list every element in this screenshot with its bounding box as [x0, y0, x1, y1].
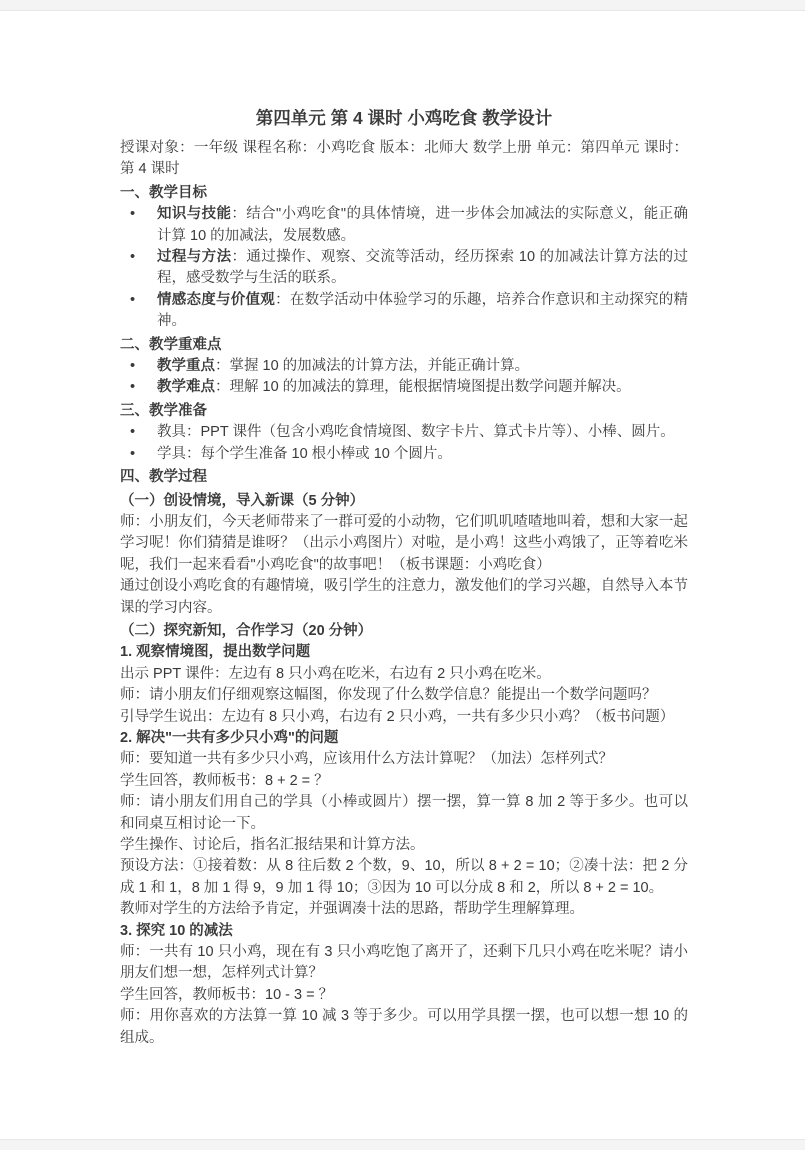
paragraph: 师：一共有 10 只小鸡，现在有 3 只小鸡吃饱了离开了，还剩下几只小鸡在吃米呢？请小朋友们想一想，怎样列式计算？ [120, 944, 688, 982]
paragraph: 教师对学生的方法给予肯定，并强调凑十法的思路，帮助学生理解算理。 [120, 901, 584, 918]
bullet-label: 知识与技能 [157, 206, 232, 223]
bullet-body: ：掌握 10 的加减法的计算方法，并能正确计算。 [215, 358, 530, 375]
paragraph: 通过创设小鸡吃食的有趣情境，吸引学生的注意力，激发他们的学习兴趣，自然导入本节课的学习内容。 [120, 578, 688, 616]
paragraph: 引导学生说出：左边有 8 只小鸡，右边有 2 只小鸡，一共有多少只小鸡？（板书问题） [120, 708, 675, 725]
bullet-text [157, 247, 688, 290]
paragraph: 师：用你喜欢的方法算一算 10 减 3 等于多少。可以用学具摆一摆，也可以想一想 10 的组成。 [120, 1008, 688, 1046]
bullet-list [120, 356, 688, 399]
bullet-text [157, 356, 688, 377]
bullet-marker-icon: • [130, 206, 136, 223]
bullet-text [157, 290, 688, 333]
bullet-text [157, 422, 688, 443]
bullet-text [157, 377, 688, 398]
paragraph: 师：小朋友们，今天老师带来了一群可爱的小动物，它们叽叽喳喳地叫着，想和大家一起学习呢！你们猜猜是谁呀？（出示小鸡图片）对啦，是小鸡！这些小鸡饿了，正等着吃米呢，我们一起来看看"小鸡吃食"的故事吧！（板书课题：小鸡吃食） [120, 513, 688, 573]
doc-blocks [120, 138, 688, 1049]
paragraph: 学生回答，教师板书：8 + 2 = ？ [120, 772, 329, 789]
paragraph: 师：请小朋友们仔细观察这幅图，你发现了什么数学信息？能提出一个数学问题吗？ [120, 687, 657, 704]
bullet-item [120, 377, 688, 398]
paragraph: 学生回答，教师板书：10 - 3 = ？ [120, 986, 334, 1003]
bullet-item [120, 422, 688, 443]
bullet-body: ：结合"小鸡吃食"的具体情境，进一步体会加减法的实际意义，能正确计算 10 的加减法，发展数感。 [157, 206, 689, 244]
paragraph: 出示 PPT 课件：左边有 8 只小鸡在吃米，右边有 2 只小鸡在吃米。 [120, 665, 551, 682]
bullet-marker-icon: • [130, 249, 136, 266]
numbered-heading: 2. 解决"一共有多少只小鸡"的问题 [120, 729, 339, 746]
bullet-body: 学具：每个学生准备 10 根小棒或 10 个圆片。 [157, 445, 452, 462]
subsection-heading: （一）创设情境，导入新课（5 分钟） [120, 492, 365, 509]
section-heading: 一、教学目标 [120, 184, 207, 201]
bullet-item [120, 247, 688, 290]
section-heading: 二、教学重难点 [120, 336, 222, 353]
bullet-text [157, 204, 688, 247]
bullet-item [120, 444, 688, 465]
section-heading: 四、教学过程 [120, 469, 207, 486]
document-page [0, 10, 805, 1140]
document-body [0, 11, 805, 1049]
bullet-marker-icon: • [130, 445, 136, 462]
bullet-label: 过程与方法 [157, 249, 232, 266]
bullet-body: ：通过操作、观察、交流等活动，经历探索 10 的加减法计算方法的过程，感受数学与生活的联系。 [157, 249, 689, 287]
bullet-marker-icon: • [130, 379, 136, 396]
section-heading: 三、教学准备 [120, 402, 207, 419]
bullet-label: 教学重点 [157, 358, 215, 375]
bullet-marker-icon: • [130, 291, 136, 308]
paragraph: 师：请小朋友们用自己的学具（小棒或圆片）摆一摆，算一算 8 加 2 等于多少。也可以和同桌互相讨论一下。 [120, 794, 688, 832]
paragraph: 预设方法：①接着数：从 8 往后数 2 个数，9、10，所以 8 + 2 = 10；②凑十法：把 2 分成 1 和 1，8 加 1 得 9，9 加 1 得 10；③因为 10 可以分成 8 和 2，所以 8 + 2 = 10。 [120, 858, 688, 896]
bullet-text [157, 444, 688, 465]
bullet-label: 情感态度与价值观 [157, 291, 276, 308]
doc-title: 第四单元 第 4 课时 小鸡吃食 教学设计 [255, 108, 553, 128]
numbered-heading: 3. 探究 10 的减法 [120, 922, 233, 939]
numbered-heading: 1. 观察情境图，提出数学问题 [120, 644, 311, 661]
bullet-body: ：在数学活动中体验学习的乐趣，培养合作意识和主动探究的精神。 [157, 291, 689, 330]
bullet-marker-icon: • [130, 424, 136, 441]
bullet-body: ：理解 10 的加减法的算理，能根据情境图提出数学问题并解决。 [215, 379, 631, 396]
bullet-item [120, 204, 688, 247]
paragraph: 授课对象：一年级 课程名称：小鸡吃食 版本：北师大 数学上册 单元：第四单元 课时：第 4 课时 [120, 140, 688, 178]
bullet-list [120, 422, 688, 465]
paragraph: 学生操作、讨论后，指名汇报结果和计算方法。 [120, 837, 425, 853]
bullet-list [120, 204, 688, 332]
bullet-label: 教学难点 [157, 379, 215, 396]
bullet-body: 教具：PPT 课件（包含小鸡吃食情境图、数字卡片、算式卡片等）、小棒、圆片。 [157, 424, 675, 441]
bullet-marker-icon: • [130, 358, 136, 375]
paragraph: 师：要知道一共有多少只小鸡，应该用什么方法计算呢？（加法）怎样列式？ [120, 751, 613, 768]
bullet-item [120, 356, 688, 377]
subsection-heading: （二）探究新知，合作学习（20 分钟） [120, 622, 373, 639]
bullet-item [120, 290, 688, 333]
